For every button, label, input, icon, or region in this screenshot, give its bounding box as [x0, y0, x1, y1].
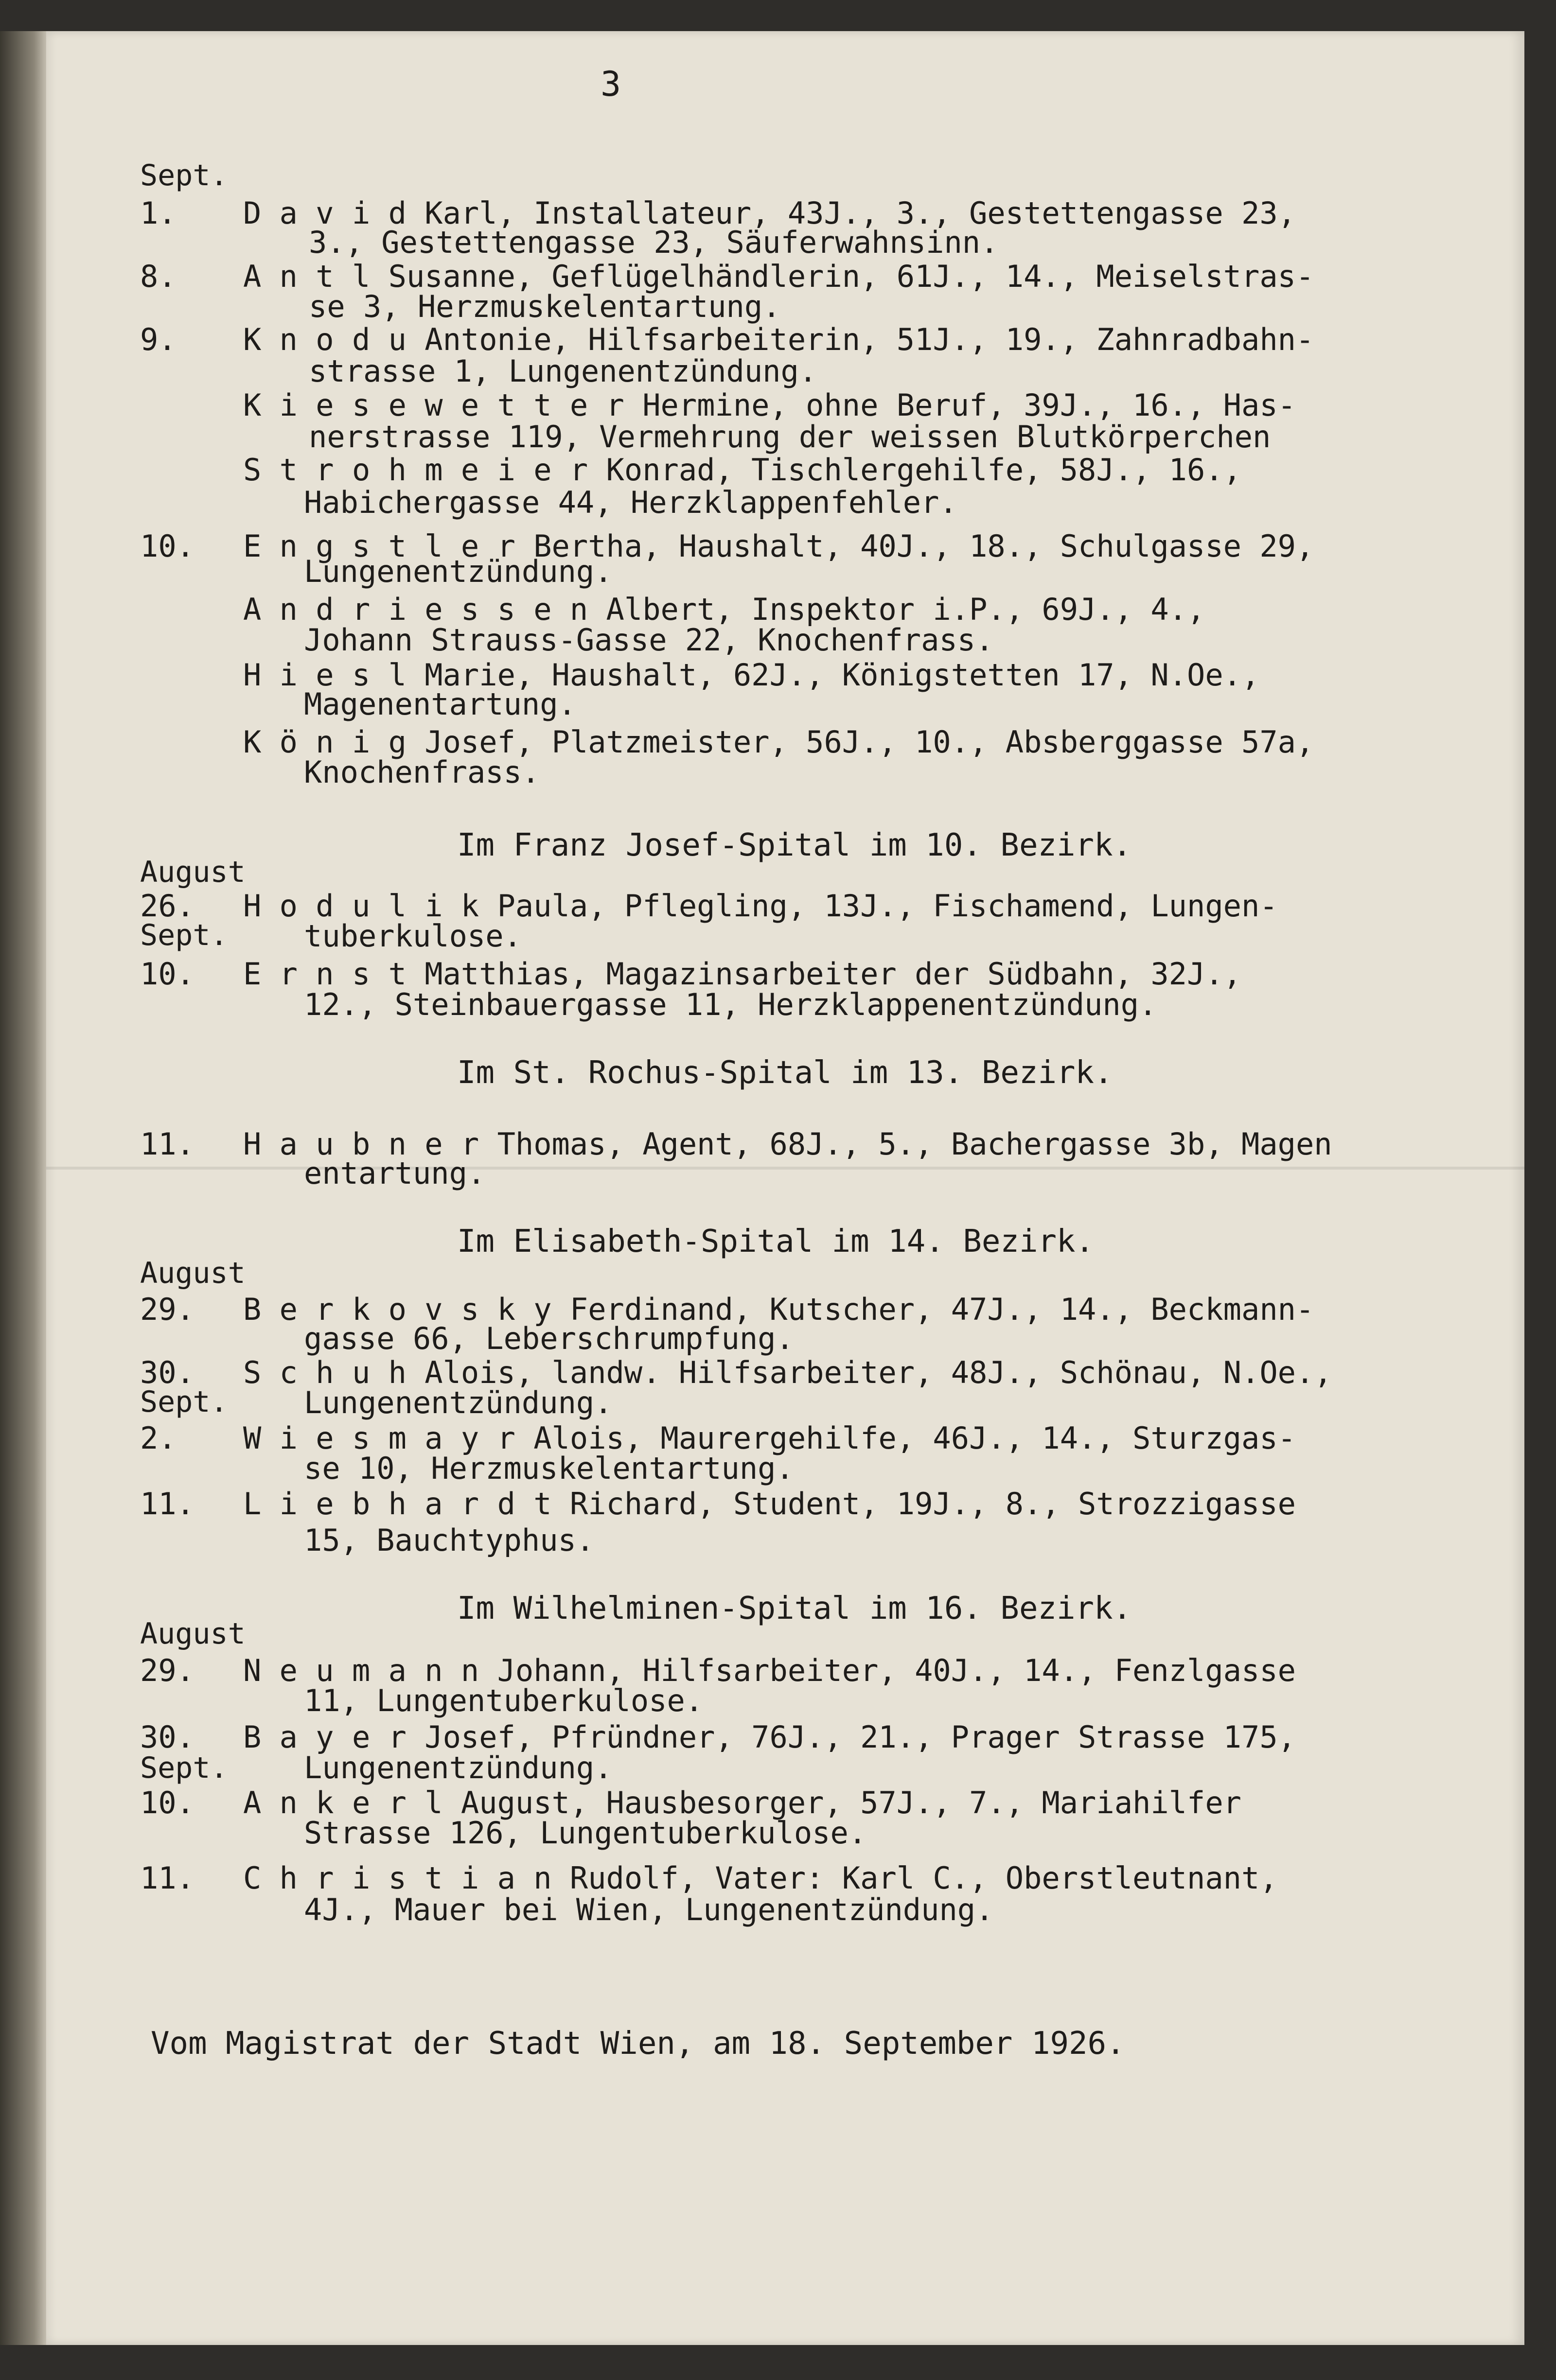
month-label: August	[140, 1256, 246, 1290]
entry-line: A n t l Susanne, Geflügelhändlerin, 61J., 14., Meiselstras-	[243, 259, 1314, 294]
entry-day: 26.	[140, 888, 194, 924]
entry-line: L i e b h a r d t Richard, Student, 19J., 8., Strozzigasse	[243, 1486, 1296, 1522]
document-content	[46, 31, 1524, 2345]
entry-line: 12., Steinbauergasse 11, Herzklappenentzündung.	[304, 987, 1157, 1022]
entry-line: gasse 66, Leberschrumpfung.	[304, 1321, 794, 1356]
entry-line: Knochenfrass.	[304, 754, 540, 790]
month-label: Sept.	[140, 158, 228, 192]
entry-line: C h r i s t i a n Rudolf, Vater: Karl C., Oberstleutnant,	[243, 1860, 1278, 1896]
section-header: Im Franz Josef-Spital im 10. Bezirk.	[457, 827, 1132, 863]
entry-line: D a v i d Karl, Installateur, 43J., 3., Gestettengasse 23,	[243, 195, 1296, 231]
entry-day: 10.	[140, 1785, 194, 1820]
month-label: August	[140, 1617, 246, 1651]
entry-day: 30.	[140, 1355, 194, 1390]
entry-day: 30.	[140, 1719, 194, 1755]
entry-line: Magenentartung.	[304, 686, 576, 722]
entry-line: S t r o h m e i e r Konrad, Tischlergehilfe, 58J., 16.,	[243, 452, 1241, 488]
entry-line: strasse 1, Lungenentzündung.	[309, 353, 817, 389]
page-number: 3	[601, 64, 621, 104]
entry-day: 9.	[140, 322, 177, 357]
entry-line: A n k e r l August, Hausbesorger, 57J., 7., Mariahilfer	[243, 1785, 1241, 1820]
document-page	[46, 31, 1524, 2345]
entry-line: H a u b n e r Thomas, Agent, 68J., 5., Bachergasse 3b, Magen	[243, 1126, 1332, 1162]
entry-line: Habichergasse 44, Herzklappenfehler.	[304, 485, 957, 520]
entry-day: 10.	[140, 528, 194, 564]
entry-line: H i e s l Marie, Haushalt, 62J., Königstetten 17, N.Oe.,	[243, 657, 1260, 693]
entry-line: 15, Bauchtyphus.	[304, 1522, 595, 1558]
entry-line: B a y e r Josef, Pfründner, 76J., 21., Prager Strasse 175,	[243, 1719, 1296, 1755]
entry-day: 29.	[140, 1653, 194, 1688]
entry-line: se 10, Herzmuskelentartung.	[304, 1451, 794, 1486]
entry-line: Lungenentzündung.	[304, 554, 613, 589]
entry-line: K i e s e w e t t e r Hermine, ohne Beruf, 39J., 16., Has-	[243, 387, 1296, 423]
entry-line: N e u m a n n Johann, Hilfsarbeiter, 40J., 14., Fenzlgasse	[243, 1653, 1296, 1688]
entry-line: se 3, Herzmuskelentartung.	[309, 289, 781, 324]
section-header: Im St. Rochus-Spital im 13. Bezirk.	[457, 1055, 1113, 1091]
entry-line: K n o d u Antonie, Hilfsarbeiterin, 51J., 19., Zahnradbahn-	[243, 322, 1314, 357]
entry-line: Lungenentzündung.	[304, 1385, 613, 1420]
entry-day: 11.	[140, 1486, 194, 1522]
entry-line: 11, Lungentuberkulose.	[304, 1683, 704, 1718]
entry-line: E r n s t Matthias, Magazinsarbeiter der Südbahn, 32J.,	[243, 956, 1241, 992]
month-label: Sept.	[140, 1751, 228, 1785]
entry-line: tuberkulose.	[304, 918, 522, 954]
entry-line: B e r k o v s k y Ferdinand, Kutscher, 47J., 14., Beckmann-	[243, 1292, 1314, 1327]
section-header: Im Wilhelminen-Spital im 16. Bezirk.	[457, 1591, 1132, 1627]
entry-line: Johann Strauss-Gasse 22, Knochenfrass.	[304, 622, 994, 658]
entry-day: 11.	[140, 1126, 194, 1162]
month-label: Sept.	[140, 1385, 228, 1419]
month-label: August	[140, 855, 246, 889]
entry-line: A n d r i e s s e n Albert, Inspektor i.P., 69J., 4.,	[243, 592, 1205, 627]
entry-day: 29.	[140, 1292, 194, 1327]
entry-line: Lungenentzündung.	[304, 1750, 613, 1785]
book-spine	[0, 31, 49, 2345]
entry-line: S c h u h Alois, landw. Hilfsarbeiter, 48J., Schönau, N.Oe.,	[243, 1355, 1332, 1390]
section-header: Im Elisabeth-Spital im 14. Bezirk.	[457, 1224, 1095, 1260]
entry-line: K ö n i g Josef, Platzmeister, 56J., 10., Absberggasse 57a,	[243, 724, 1314, 760]
entry-line: entartung.	[304, 1155, 486, 1191]
entry-line: H o d u l i k Paula, Pflegling, 13J., Fischamend, Lungen-	[243, 888, 1278, 924]
entry-day: 2.	[140, 1420, 177, 1456]
entry-line: Strasse 126, Lungentuberkulose.	[304, 1815, 867, 1851]
entry-line: W i e s m a y r Alois, Maurergehilfe, 46J., 14., Sturzgas-	[243, 1420, 1296, 1456]
entry-line: E n g s t l e r Bertha, Haushalt, 40J., 18., Schulgasse 29,	[243, 528, 1314, 564]
entry-line: 3., Gestettengasse 23, Säuferwahnsinn.	[309, 225, 999, 260]
document-footer: Vom Magistrat der Stadt Wien, am 18. September 1926.	[151, 2026, 1125, 2062]
entry-line: 4J., Mauer bei Wien, Lungenentzündung.	[304, 1892, 994, 1927]
entry-day: 8.	[140, 259, 177, 294]
page-fold	[46, 1167, 1524, 1170]
entry-day: 10.	[140, 956, 194, 992]
entry-day: 11.	[140, 1860, 194, 1896]
entry-day: 1.	[140, 195, 177, 231]
entry-line: nerstrasse 119, Vermehrung der weissen Blutkörperchen	[309, 419, 1271, 455]
month-label: Sept.	[140, 918, 228, 952]
